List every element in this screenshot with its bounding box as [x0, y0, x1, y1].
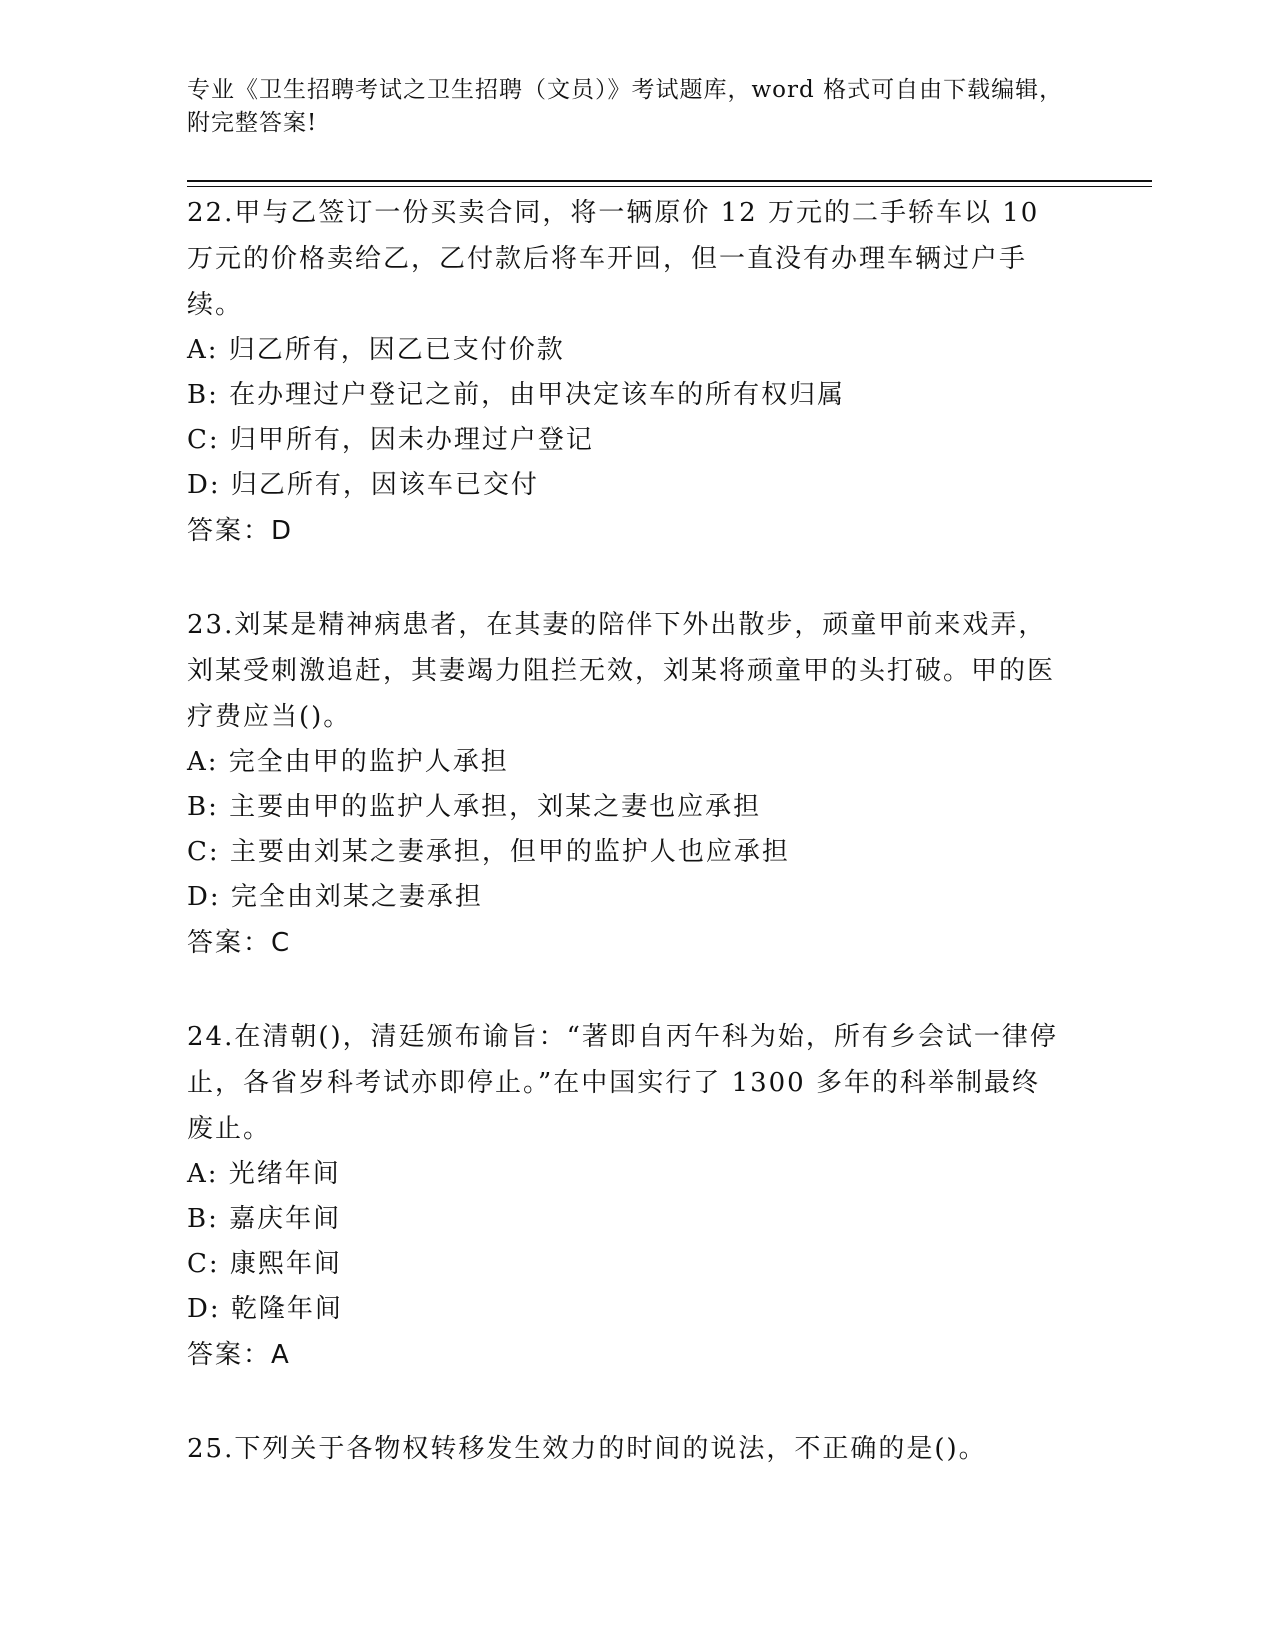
answer-line: 答案：D	[187, 516, 294, 546]
option-b: B: 主要由甲的监护人承担，刘某之妻也应承担	[187, 792, 762, 822]
option-b: B: 嘉庆年间	[187, 1204, 342, 1234]
question-24	[187, 1014, 1087, 1378]
header-divider-thick	[187, 180, 1152, 182]
question-stem: 23.刘某是精神病患者，在其妻的陪伴下外出散步，顽童甲前来戏弄，刘某受刺激追赶，其妻竭力阻拦无效，刘某将顽童甲的头打破。甲的医疗费应当()。	[187, 610, 1056, 732]
option-b: B: 在办理过户登记之前，由甲决定该车的所有权归属	[187, 380, 846, 410]
question-22	[187, 190, 1087, 554]
option-c: C: 归甲所有，因未办理过户登记	[187, 425, 594, 455]
question-23	[187, 602, 1087, 966]
option-c: C: 主要由刘某之妻承担，但甲的监护人也应承担	[187, 837, 790, 867]
option-c: C: 康熙年间	[187, 1249, 342, 1279]
question-stem: 25.下列关于各物权转移发生效力的时间的说法，不正确的是()。	[187, 1434, 987, 1464]
option-d: D: 归乙所有，因该车已交付	[187, 470, 539, 500]
document-header-description: 专业《卫生招聘考试之卫生招聘（文员）》考试题库，word 格式可自由下载编辑，附完整答案!	[187, 77, 1064, 136]
option-a: A: 归乙所有，因乙已支付价款	[187, 335, 565, 365]
option-a: A: 光绪年间	[187, 1159, 341, 1189]
answer-line: 答案：A	[187, 1340, 291, 1370]
question-stem: 24.在清朝()，清廷颁布谕旨：“著即自丙午科为始，所有乡会试一律停止，各省岁科考试亦即停止。”在中国实行了 1300 多年的科举制最终废止。	[187, 1022, 1058, 1144]
option-a: A: 完全由甲的监护人承担	[187, 747, 509, 777]
option-d: D: 完全由刘某之妻承担	[187, 882, 483, 912]
question-list	[187, 190, 1087, 1520]
question-25	[187, 1426, 1087, 1472]
question-stem: 22.甲与乙签订一份买卖合同，将一辆原价 12 万元的二手轿车以 10 万元的价格卖给乙，乙付款后将车开回，但一直没有办理车辆过户手续。	[187, 198, 1040, 320]
option-d: D: 乾隆年间	[187, 1294, 343, 1324]
answer-line: 答案：C	[187, 928, 292, 958]
header-divider-thin	[187, 186, 1152, 187]
